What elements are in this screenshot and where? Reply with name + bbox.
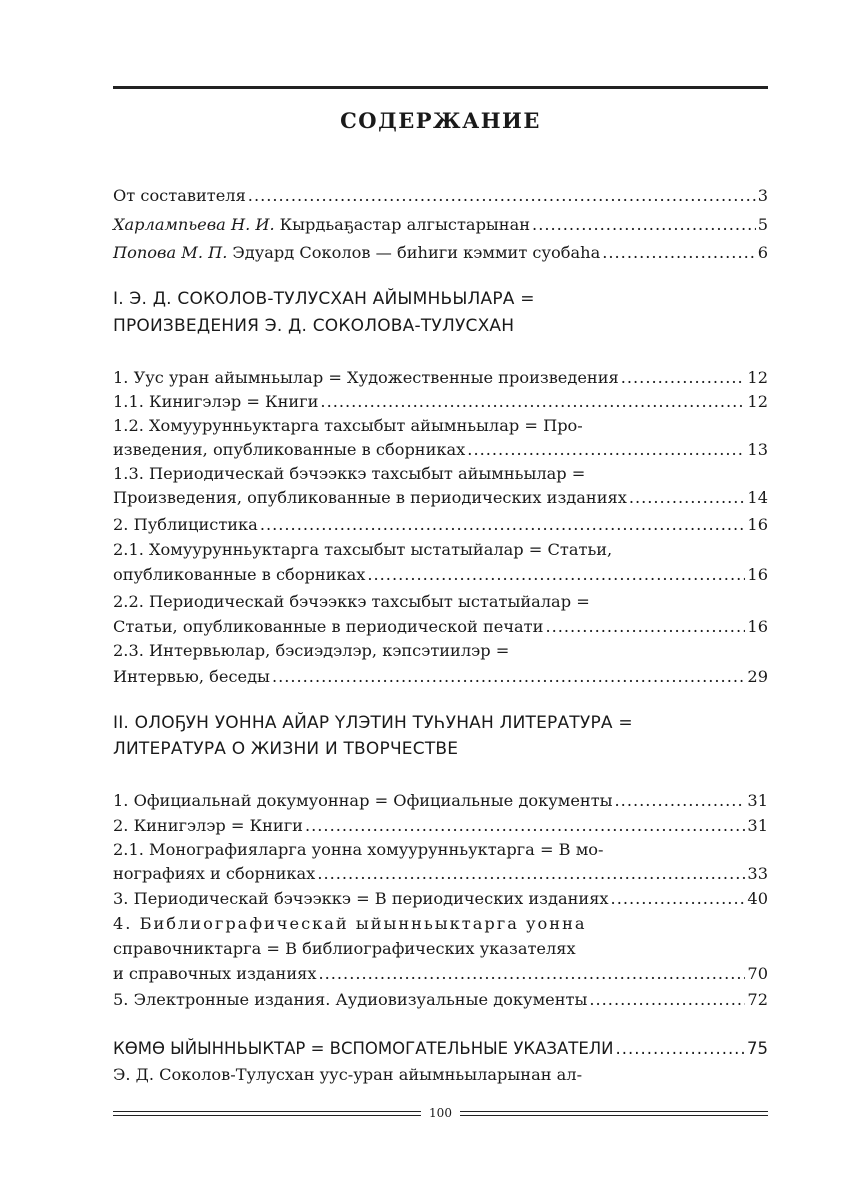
section-heading-line: ЛИТЕРАТУРА О ЖИЗНИ И ТВОРЧЕСТВЕ [113, 739, 459, 759]
toc-leader [320, 389, 745, 415]
footer-rule-left [113, 1111, 421, 1116]
toc-page-number: 14 [747, 488, 768, 507]
toc-entry-text: Кырдьаҕастар алгыстарынан [279, 215, 531, 234]
toc-leader [260, 512, 746, 538]
toc-page-number: 75 [747, 1039, 768, 1058]
toc-entry-text: Э. Д. Соколов-Тулусхан уус-уран айымньыларынан ал- [113, 1065, 583, 1084]
toc-page-number: 16 [747, 565, 768, 584]
toc-entry-text: 1. Официальнай докумуоннар = Официальные документы [113, 791, 613, 810]
top-rule [113, 86, 768, 89]
toc-entry[interactable] [113, 1036, 768, 1062]
toc-entry-text: Интервью, беседы [113, 667, 270, 686]
section-heading-line: КӨМӨ ЫЙЫННЬЫКТАР = ВСПОМОГАТЕЛЬНЫЕ УКАЗАТЕЛИ [113, 1039, 614, 1058]
toc-page-number: 3 [757, 186, 768, 205]
toc-entry-text: 1.1. Кинигэлэр = Книги [113, 392, 319, 411]
toc-entry-text: 2.1. Хомуурунньуктарга тахсыбыт ыстатыйалар = Статьи, [113, 540, 613, 559]
toc-entry[interactable] [113, 212, 768, 238]
toc-entry[interactable] [113, 614, 768, 640]
toc-entry[interactable] [113, 664, 768, 690]
toc-page-number: 31 [747, 816, 768, 835]
section-heading-line: ПРОИЗВЕДЕНИЯ Э. Д. СОКОЛОВА-ТУЛУСХАН [113, 316, 515, 336]
toc-entry-text: 1.3. Периодическай бэчээккэ тахсыбыт айымньылар = [113, 464, 586, 483]
toc-page-number: 70 [747, 964, 768, 983]
toc-entry[interactable] [113, 562, 768, 588]
toc-entry-text: Статьи, опубликованные в периодической печати [113, 617, 544, 636]
toc-page-number: 29 [747, 667, 768, 686]
toc-entry-text: 2.2. Периодическай бэчээккэ тахсыбыт ыстатыйалар = [113, 592, 590, 611]
toc-page-number: 12 [747, 392, 768, 411]
toc-leader [272, 664, 745, 690]
toc-entry-text: 3. Периодическай бэчээккэ = В периодических изданиях [113, 889, 609, 908]
page-footer [113, 1106, 768, 1120]
toc-entry[interactable] [113, 788, 768, 814]
toc-entry-text: 4. Библиографическай ыйынньыктарга уонна [113, 914, 587, 933]
toc-page-number: 33 [747, 864, 768, 883]
toc-page-number: 16 [747, 617, 768, 636]
toc-leader [532, 212, 756, 238]
toc-page-number: 6 [757, 243, 768, 262]
toc-leader [305, 813, 745, 839]
footer-rule-right [460, 1111, 768, 1116]
toc-entry-text: Эдуард Соколов — биһиги кэммит суобаһа [232, 243, 601, 262]
toc-leader [367, 562, 745, 588]
toc-leader [616, 1036, 745, 1062]
toc-entry[interactable] [113, 961, 768, 987]
toc-leader [467, 437, 745, 463]
toc-leader [629, 485, 746, 511]
toc-entry-text: Произведения, опубликованные в периодических изданиях [113, 488, 627, 507]
toc-entry-author: Попова М. П. [113, 243, 228, 262]
toc-page-number: 40 [747, 889, 768, 908]
toc-entry[interactable] [113, 183, 768, 209]
toc-entry-text: 1. Уус уран айымньылар = Художественные произведения [113, 368, 619, 387]
toc-entry[interactable] [113, 886, 768, 912]
toc-entry-text: 2. Публицистика [113, 515, 258, 534]
toc-page-number: 12 [747, 368, 768, 387]
toc-page-number: 5 [757, 215, 768, 234]
toc-entry-text: опубликованные в сборниках [113, 565, 366, 584]
toc-leader [602, 240, 755, 266]
toc-entry-text: изведения, опубликованные в сборниках [113, 440, 466, 459]
toc-entry-author: Харлампьева Н. И. [113, 215, 275, 234]
toc-entry-text: 2.1. Монографияларга уонна хомуурунньуктарга = В мо- [113, 840, 604, 859]
toc-entry-text: 1.2. Хомуурунньуктарга тахсыбыт айымньылар = Про- [113, 416, 583, 435]
toc-leader [621, 365, 746, 391]
page-title: СОДЕРЖАНИЕ [340, 108, 541, 133]
toc-entry[interactable] [113, 485, 768, 511]
toc-entry[interactable] [113, 813, 768, 839]
toc-leader [317, 861, 745, 887]
toc-leader [318, 961, 745, 987]
toc-leader [611, 886, 746, 912]
toc-entry[interactable] [113, 861, 768, 887]
toc-page-number: 13 [747, 440, 768, 459]
toc-entry[interactable] [113, 512, 768, 538]
toc-entry[interactable] [113, 389, 768, 415]
toc-entry[interactable] [113, 437, 768, 463]
section-heading-line: II. ОЛОҔУН УОННА АЙАР ҮЛЭТИН ТУҺУНАН ЛИТЕРАТУРА = [113, 713, 633, 733]
page-number: 100 [429, 1106, 452, 1120]
toc-entry-text: и справочных изданиях [113, 964, 317, 983]
toc-entry-text: От составителя [113, 186, 246, 205]
toc-entry-text: справочниктарга = В библиографических указателях [113, 939, 576, 958]
toc-leader [248, 183, 756, 209]
toc-entry[interactable] [113, 365, 768, 391]
toc-page-number: 16 [747, 515, 768, 534]
toc-leader [589, 987, 745, 1013]
toc-leader [545, 614, 745, 640]
toc-entry-text: 2.3. Интервьюлар, бэсиэдэлэр, кэпсэтиилэр = [113, 641, 510, 660]
section-heading-line: I. Э. Д. СОКОЛОВ-ТУЛУСХАН АЙЫМНЬЫЛАРА = [113, 289, 535, 309]
toc-entry-text: нографиях и сборниках [113, 864, 316, 883]
toc-page-number: 31 [747, 791, 768, 810]
toc-entry-text: 2. Кинигэлэр = Книги [113, 816, 303, 835]
toc-entry[interactable] [113, 240, 768, 266]
toc-entry-text: 5. Электронные издания. Аудиовизуальные документы [113, 990, 588, 1009]
toc-leader [615, 788, 746, 814]
toc-entry[interactable] [113, 987, 768, 1013]
toc-page-number: 72 [747, 990, 768, 1009]
